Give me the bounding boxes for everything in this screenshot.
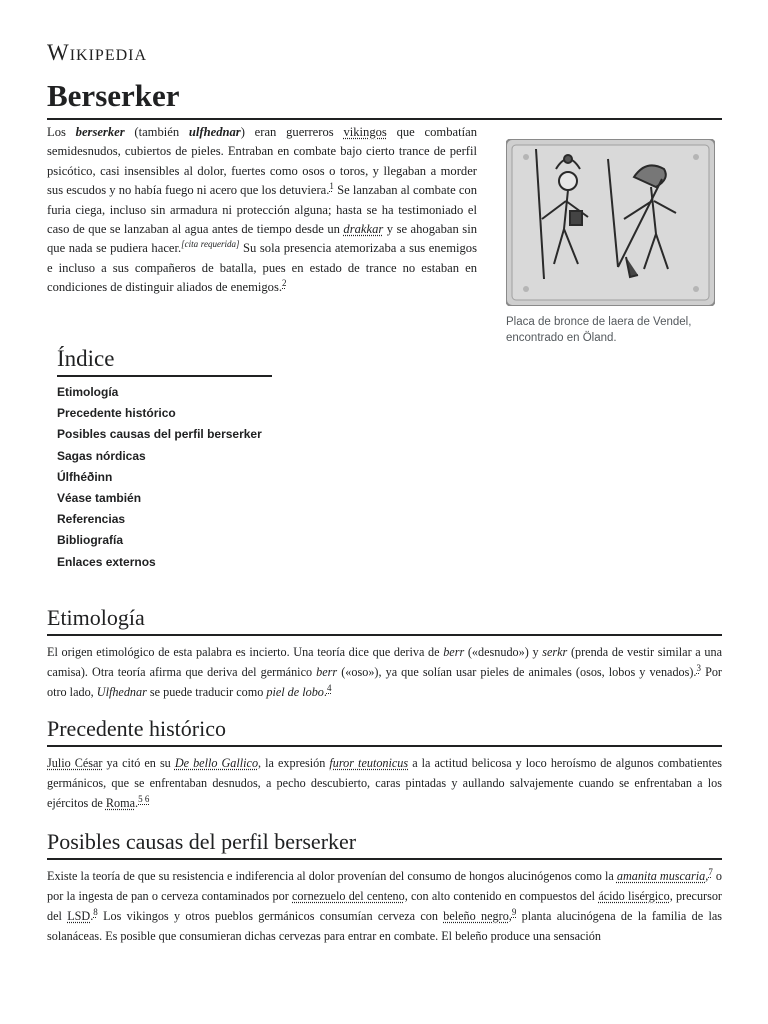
link-furor-teutonicus[interactable]: furor teutonicus xyxy=(329,756,409,770)
section-precedente xyxy=(47,716,722,813)
term-ulfhednar: ulfhednar xyxy=(188,125,241,139)
ref-5-6[interactable]: 5 6 xyxy=(138,793,150,804)
page-title: Berserker xyxy=(47,78,722,120)
toc-item-precedente[interactable]: Precedente histórico xyxy=(57,406,176,421)
section-heading: Precedente histórico xyxy=(47,716,722,747)
link-acido-lisergico[interactable]: ácido lisérgico xyxy=(598,889,670,903)
toc-item-bibliografia[interactable]: Bibliografía xyxy=(57,533,124,548)
link-amanita-muscaria[interactable]: amanita muscaria xyxy=(616,869,706,883)
section-heading: Etimología xyxy=(47,605,722,636)
toc-item-enlaces[interactable]: Enlaces externos xyxy=(57,554,156,569)
section-heading: Posibles causas del perfil berserker xyxy=(47,829,722,860)
section-paragraph: El origen etimológico de esta palabra es incierto. Una teoría dice que deriva de berr («desnudo») y serkr (prenda de vestir similar a una camisa). Otra teoría afirma que deriva del germánico berr («oso»), ya que solían usar pieles de animales (osos, lobos y venados).$^3$ Por otro lado, Ulfhednar se puede traducir como piel de lobo.$^4$ xyxy=(47,645,722,699)
ref-8[interactable]: 8 xyxy=(93,906,98,917)
ref-7[interactable]: 7 xyxy=(708,866,713,877)
cita-requerida[interactable]: [cita requerida] xyxy=(181,239,240,250)
link-beleno-negro[interactable]: beleño negro xyxy=(443,909,509,923)
figure-caption: Placa de bronce de laera de Vendel, encontrado en Öland. xyxy=(506,316,692,344)
section-causas xyxy=(47,829,722,946)
link-lsd[interactable]: LSD xyxy=(67,909,91,923)
section-etimologia xyxy=(47,605,722,702)
link-vikingos[interactable]: vikingos xyxy=(343,125,387,139)
figure xyxy=(506,139,715,346)
toc-item-referencias[interactable]: Referencias xyxy=(57,512,126,527)
toc-item-causas[interactable]: Posibles causas del perfil berserker xyxy=(57,427,262,442)
ref-4[interactable]: 4 xyxy=(326,682,332,693)
section-paragraph: Existe la teoría de que su resistencia e indiferencia al dolor provenían del consumo de hongos alucinógenos como la amanita muscaria,$^7$ o por la ingesta de pan o cerveza contaminados por cornezuelo del centeno, con alto contenido en compuestos del ácido lisérgico, precursor del LSD.$^8$ Los vikingos y otros pueblos germánicos consumían cerveza con beleño negro,$^9$ planta alucinógena de la familia de las solanáceas. Es posible que consumieran dichas cervezas para entrar en combate. El beleño produce una sensación xyxy=(47,866,723,943)
ref-9[interactable]: 9 xyxy=(511,906,517,917)
toc-item-sagas[interactable]: Sagas nórdicas xyxy=(57,448,146,463)
ref-2[interactable]: 2 xyxy=(282,278,287,289)
section-paragraph: Julio César ya citó en su De bello Gallico, la expresión furor teutonicus a la actitud belicosa y loco heroísmo de algunos combatientes germánicos, que se enfrentaban desnudos, a pecho descubierto, caras pintadas y aullando salvajemente cuando se enfrentaban a los ejércitos de Roma.$^{5 6}$ xyxy=(47,756,723,810)
intro-paragraph: Los berserker (también ulfhednar) eran guerreros vikingos que combatían semidesnudos, cubiertos de pieles. Entraban en combate bajo cierto trance de perfil psicótico, casi insensibles al dolor, fuertes como osos o toros, y llegaban a morder sus escudos y no había fuego ni acero que los detuviera.$^1$ Se lanzaban al combate con furia ciega, incluso sin armadura ni protección alguna; hasta se ha testimoniado el caso de que se lanzaban al agua antes de tiempo desde un drakkar y se ahogaban sin que nada se pudiera hacer.[cita requerida] Su sola presencia atemorizaba a sus enemigos e incluso a sus compañeros de batalla, pues en estado de trance no estaban en condiciones de distinguir aliados de enemigos.$^2$ xyxy=(47,125,478,295)
ref-3[interactable]: 3 xyxy=(696,662,701,673)
link-julio-cesar[interactable]: Julio César xyxy=(47,756,103,770)
bronze-plate-image[interactable] xyxy=(506,139,715,306)
toc-title: Índice xyxy=(57,346,272,377)
table-of-contents xyxy=(57,346,272,573)
wikipedia-logo[interactable]: Wikipedia xyxy=(47,40,148,65)
link-roma[interactable]: Roma xyxy=(105,796,136,810)
term-berserker: berserker xyxy=(75,125,125,139)
link-de-bello-gallico[interactable]: De bello Gallico xyxy=(174,756,259,770)
ref-1[interactable]: 1 xyxy=(329,181,334,192)
toc-item-ulfhedinn[interactable]: Úlfhéðinn xyxy=(57,469,113,484)
link-drakkar[interactable]: drakkar xyxy=(343,222,384,237)
toc-item-etimologia[interactable]: Etimología xyxy=(57,385,119,399)
link-cornezuelo[interactable]: cornezuelo del centeno xyxy=(292,889,405,903)
toc-item-vease[interactable]: Véase también xyxy=(57,490,142,505)
